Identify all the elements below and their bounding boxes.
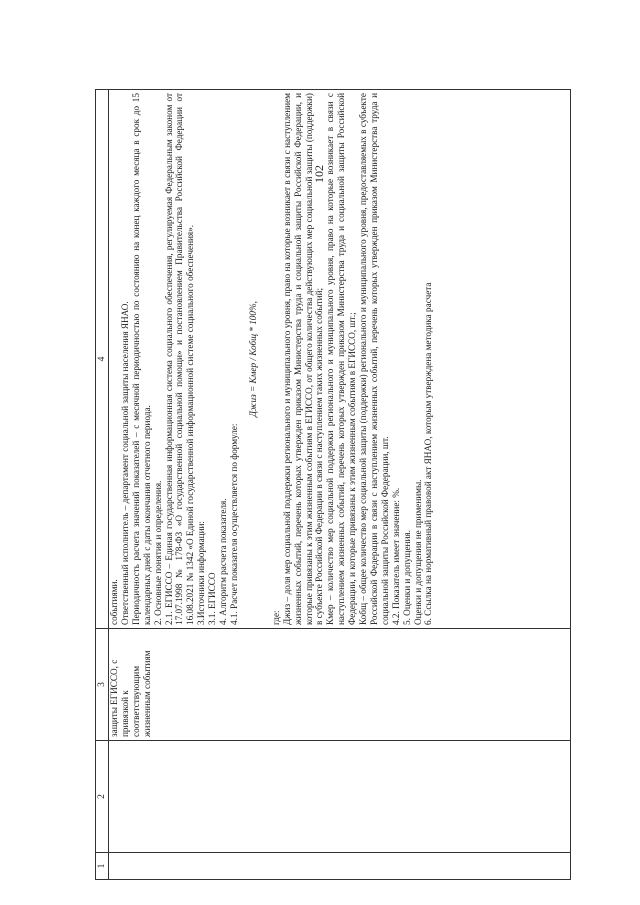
header-col-2: 2 <box>96 741 109 853</box>
paragraph: 3.1. ЕГИССО <box>207 572 218 625</box>
paragraph: Периодичность расчета значений показателей – с месячной периодичностью по состоянию на конец каждого месяца в срок до 15 календарных дней с даты окончания отчетного периода. <box>130 93 152 625</box>
cell-col-2 <box>109 741 571 853</box>
indicator-name: защиты ЕГИССО, с привязкой к соответствующим жизненным событиям <box>109 650 152 737</box>
indicator-table <box>95 89 571 880</box>
table-header-row <box>96 90 109 880</box>
header-col-3: 3 <box>96 629 109 741</box>
paragraph: Кмер – количество мер социальной поддержки регионального и муниципального уровня, право на которые возникает в связи с наступлением жизненных событий, перечень которых утвержден приказом Министерства труда и социальной защиты Российской Федерации, и которые привязаны к этим жизненным событиям в ЕГИССО, шт.; <box>325 93 358 625</box>
formula: Джиз = Кмер / Кобщ * 100%, <box>247 301 258 417</box>
page-number: 102 <box>312 165 326 183</box>
paragraph: Джиз – доля мер социальной поддержки регионального и муниципального уровня, право на которые возникает в связи с наступлением жизненных событий, перечень которых утвержден приказом Министерства труда и социальной защиты Российской Федерации, и которые привязаны к этим жизненным событиям в ЕГИССО, от общего количества действующих мер социальной защиты (поддержки) в субъекте Российской Федерации в связи с наступлением таких жизненных событий; <box>281 93 325 625</box>
paragraph: 2.1. ЕГИССО – Единая государственная информационная система социального обеспечения, регулируемая Федеральным законом от 17.07.1998 № 178-ФЗ «О государственной социальной помощи» и постановлением Правительства Российской Федерации от 16.08.2021 № 1342 «О Единой государственной информационной системе социального обеспечения». <box>163 93 196 625</box>
rotated-page <box>95 90 571 880</box>
paragraph: 4.2. Показатель имеет значение: %. <box>390 487 401 625</box>
paragraph: 4.1. Расчет показателя осуществляется по формуле: <box>228 423 239 625</box>
paragraph: 4. Алгоритм расчета показателя. <box>218 498 229 625</box>
cell-col-4 <box>109 90 571 629</box>
header-col-1: 1 <box>96 853 109 880</box>
cell-col-3 <box>109 629 571 741</box>
paragraph: 3.Источники информации: <box>196 521 207 625</box>
cell-col-1 <box>109 853 571 880</box>
paragraph: 2. Основные понятия и определения. <box>152 480 163 625</box>
header-col-4: 4 <box>96 90 109 629</box>
table-row <box>109 90 571 880</box>
paragraph: событиями. <box>109 579 119 625</box>
paragraph: 5. Оценки и допущения. <box>401 530 412 625</box>
paragraph: Оценки и допущения не применимы. <box>412 479 423 625</box>
paragraph: 6. Ссылка на нормативный правовой акт ЯНАО, которым утверждена методика расчета <box>423 282 434 625</box>
paragraph: Кобщ – общее количество мер социальной защиты (поддержки) регионального и муниципального уровня, предоставляемых в субъекте Российской Федерации в связи с наступлением жизненных событий, перечень которых утвержден приказом Министерства труда и социальной защиты Российской Федерации, шт. <box>358 93 390 625</box>
paragraph: Ответственный исполнитель – департамент социальной защиты населения ЯНАО. <box>119 301 130 625</box>
paragraph: где: <box>270 610 281 625</box>
